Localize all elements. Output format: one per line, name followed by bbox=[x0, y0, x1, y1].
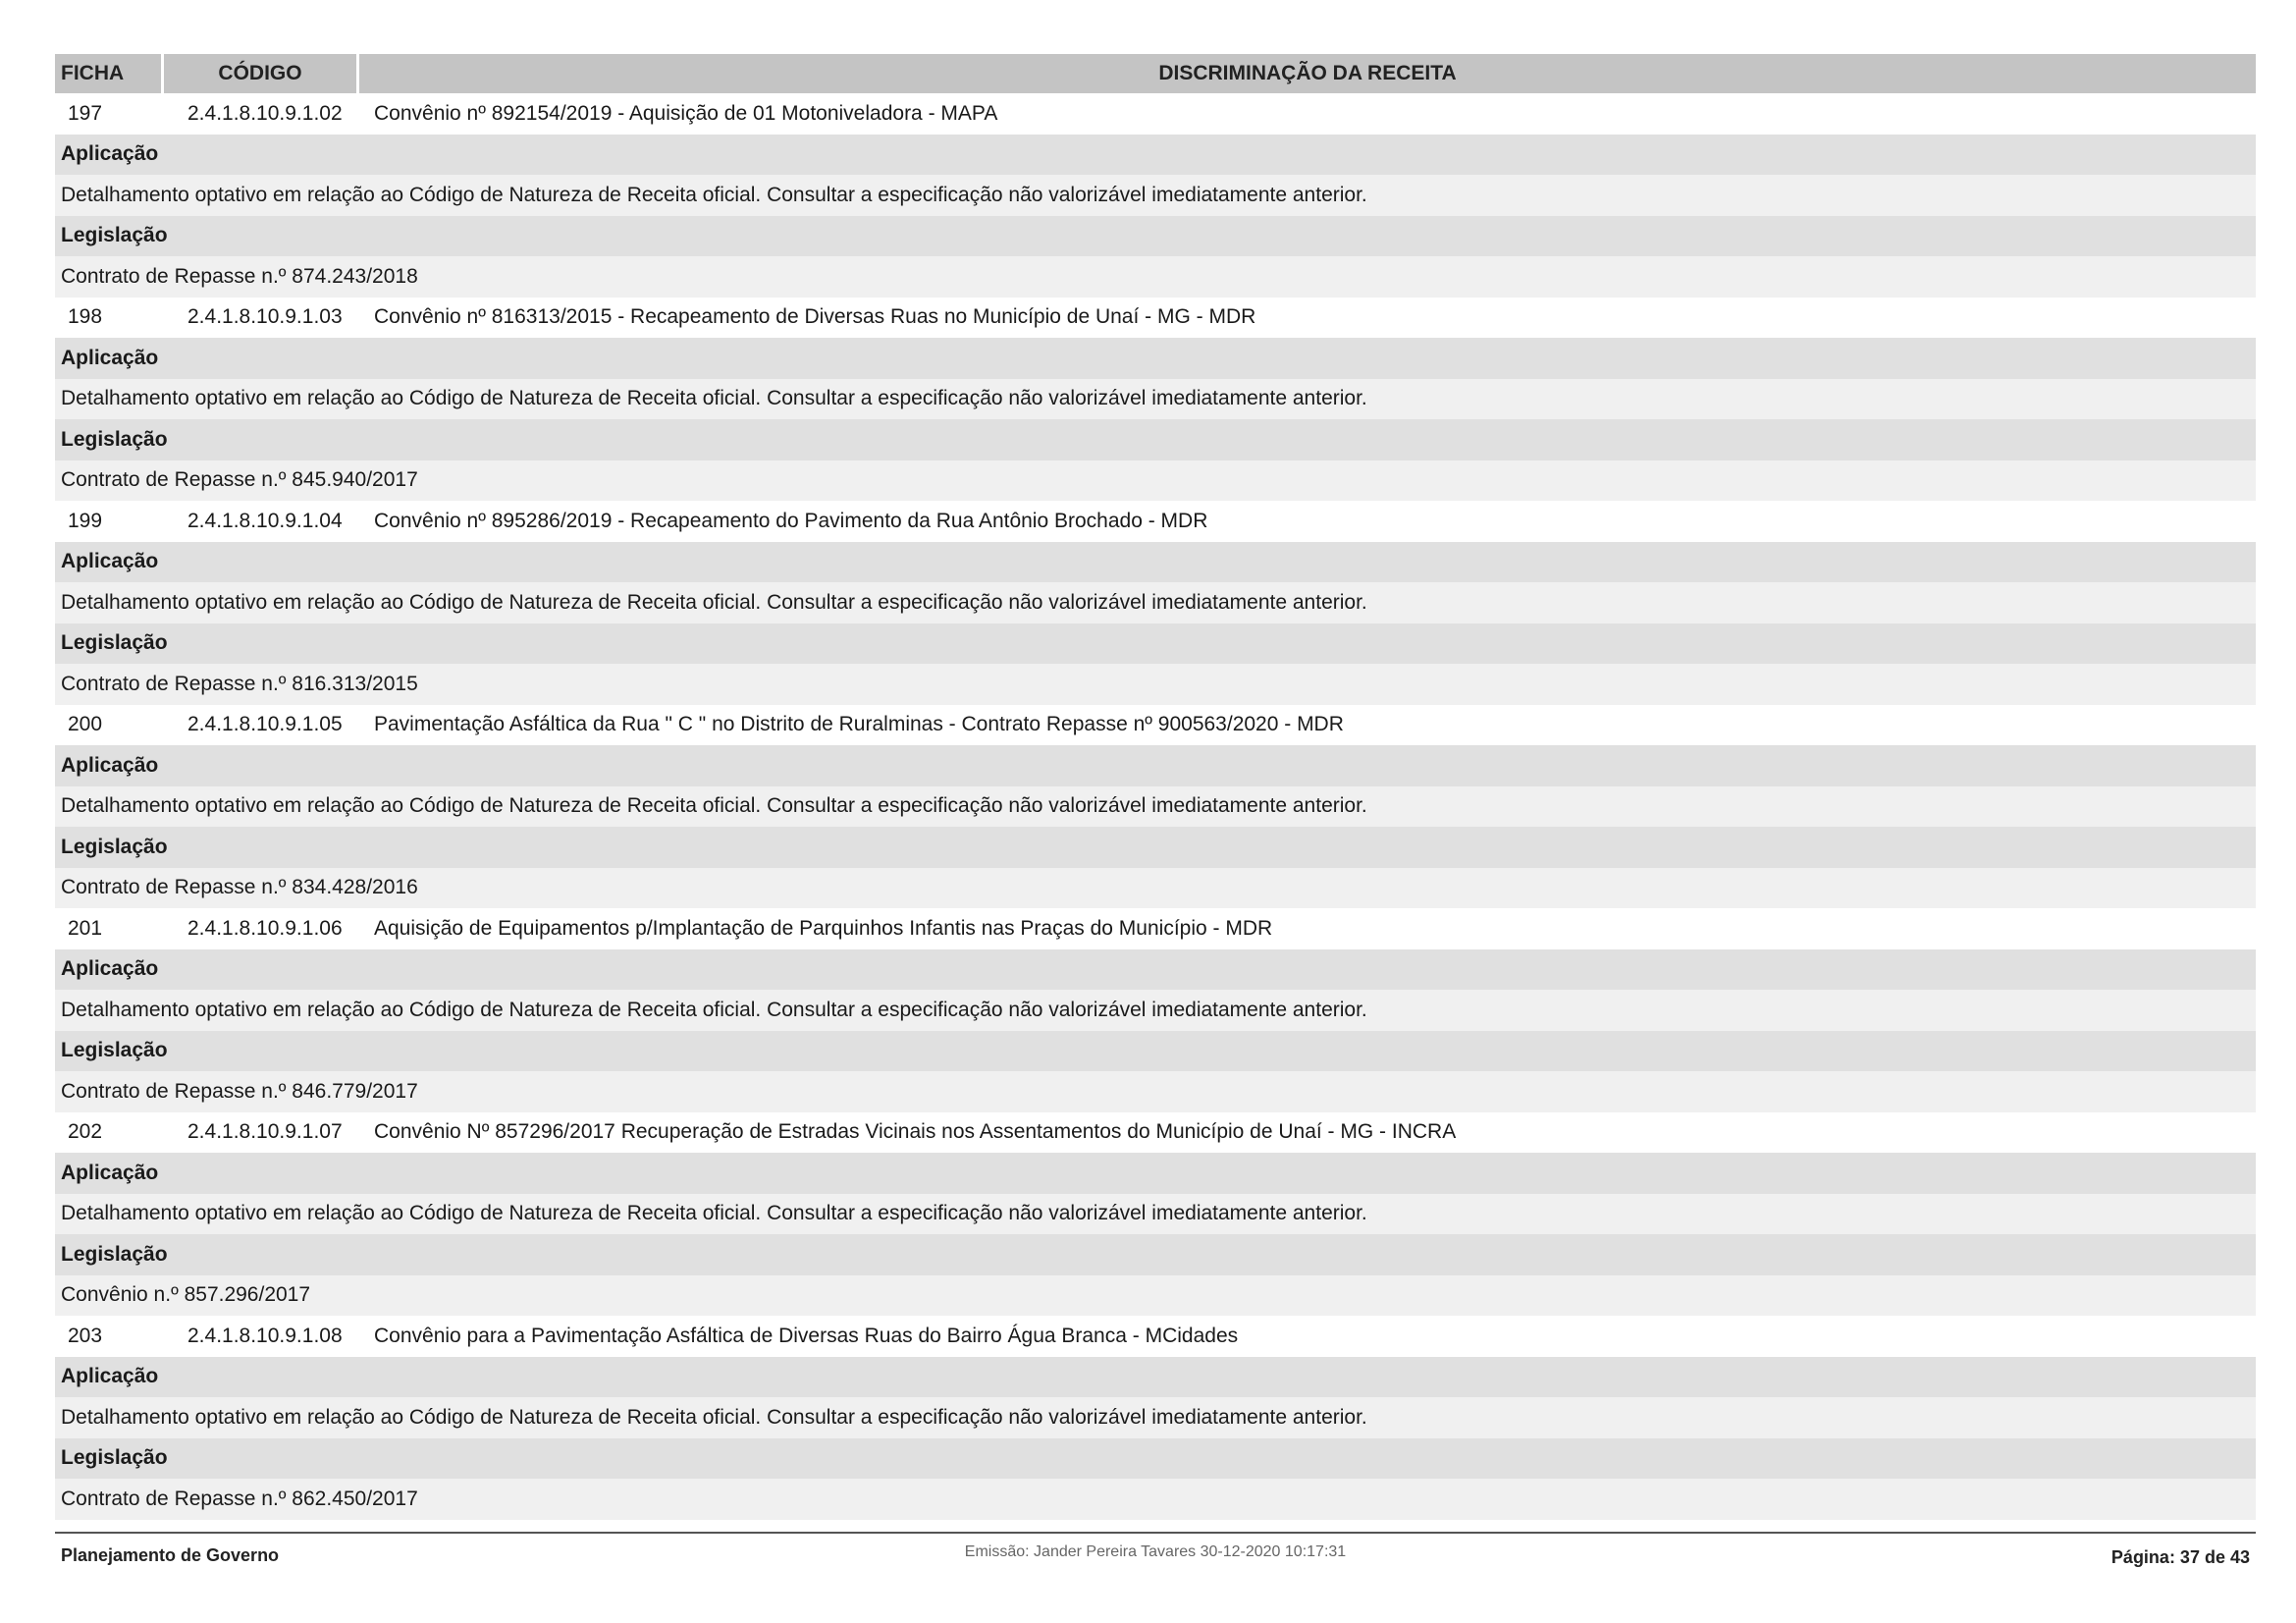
footer-emission: Emissão: Jander Pereira Tavares 30-12-2020 10:17:31 bbox=[964, 1543, 1347, 1560]
table-body bbox=[55, 93, 2256, 1520]
legislacao-label-row bbox=[55, 1234, 2256, 1275]
aplicacao-text: Detalhamento optativo em relação ao Código de Natureza de Receita oficial. Consultar a especificação não valorizável imediatamente anterior. bbox=[61, 794, 1367, 818]
item-descricao: Pavimentação Asfáltica da Rua " C " no Distrito de Ruralminas - Contrato Repasse nº 900563/2020 - MDR bbox=[374, 713, 1344, 736]
legislacao-text: Contrato de Repasse n.º 845.940/2017 bbox=[61, 468, 418, 492]
aplicacao-label: Aplicação bbox=[61, 550, 159, 573]
aplicacao-label: Aplicação bbox=[61, 957, 159, 981]
legislacao-label: Legislação bbox=[61, 835, 168, 858]
item-descricao: Convênio para a Pavimentação Asfáltica de Diversas Ruas do Bairro Água Branca - MCidades bbox=[374, 1324, 1239, 1347]
item-codigo: 2.4.1.8.10.9.1.03 bbox=[187, 305, 343, 329]
legislacao-label-row bbox=[55, 1031, 2256, 1072]
revenue-item-row bbox=[55, 908, 2256, 949]
header-discriminacao: DISCRIMINAÇÃO DA RECEITA bbox=[1158, 62, 1457, 84]
legislacao-text-row bbox=[55, 256, 2256, 298]
aplicacao-text-row bbox=[55, 990, 2256, 1031]
item-codigo: 2.4.1.8.10.9.1.06 bbox=[187, 916, 343, 940]
aplicacao-label-row bbox=[55, 542, 2256, 583]
item-ficha: 197 bbox=[68, 101, 103, 125]
item-codigo: 2.4.1.8.10.9.1.02 bbox=[187, 101, 343, 125]
aplicacao-text: Detalhamento optativo em relação ao Código de Natureza de Receita oficial. Consultar a especificação não valorizável imediatamente anterior. bbox=[61, 1202, 1367, 1225]
aplicacao-label: Aplicação bbox=[61, 1161, 159, 1184]
aplicacao-text: Detalhamento optativo em relação ao Código de Natureza de Receita oficial. Consultar a especificação não valorizável imediatamente anterior. bbox=[61, 183, 1367, 206]
revenue-item-row bbox=[55, 705, 2256, 746]
legislacao-text-row bbox=[55, 1275, 2256, 1317]
page-footer bbox=[55, 1532, 2256, 1567]
aplicacao-text: Detalhamento optativo em relação ao Código de Natureza de Receita oficial. Consultar a especificação não valorizável imediatamente anterior. bbox=[61, 1405, 1367, 1429]
item-ficha: 201 bbox=[68, 916, 103, 940]
header-ficha: FICHA bbox=[55, 54, 164, 93]
legislacao-text: Contrato de Repasse n.º 862.450/2017 bbox=[61, 1487, 418, 1510]
aplicacao-label: Aplicação bbox=[61, 753, 159, 777]
item-descricao: Aquisição de Equipamentos p/Implantação de Parquinhos Infantis nas Praças do Município - MDR bbox=[374, 916, 1273, 940]
legislacao-label: Legislação bbox=[61, 427, 168, 451]
aplicacao-text-row bbox=[55, 1194, 2256, 1235]
item-codigo: 2.4.1.8.10.9.1.07 bbox=[187, 1120, 343, 1144]
footer-department: Planejamento de Governo bbox=[61, 1545, 280, 1565]
header-codigo: CÓDIGO bbox=[164, 54, 359, 93]
item-codigo: 2.4.1.8.10.9.1.04 bbox=[187, 509, 343, 532]
aplicacao-label-row bbox=[55, 1357, 2256, 1398]
legislacao-label: Legislação bbox=[61, 1446, 168, 1470]
aplicacao-label-row bbox=[55, 1153, 2256, 1194]
legislacao-label: Legislação bbox=[61, 631, 168, 655]
aplicacao-label-row bbox=[55, 338, 2256, 379]
legislacao-text: Contrato de Repasse n.º 816.313/2015 bbox=[61, 672, 418, 695]
item-descricao: Convênio nº 892154/2019 - Aquisição de 01 Motoniveladora - MAPA bbox=[374, 101, 998, 125]
item-descricao: Convênio nº 895286/2019 - Recapeamento do Pavimento da Rua Antônio Brochado - MDR bbox=[374, 509, 1208, 532]
revenue-report-page bbox=[55, 54, 2256, 1520]
aplicacao-text-row bbox=[55, 379, 2256, 420]
legislacao-label-row bbox=[55, 419, 2256, 460]
revenue-item-row bbox=[55, 298, 2256, 339]
legislacao-label: Legislação bbox=[61, 1242, 168, 1266]
aplicacao-label-row bbox=[55, 745, 2256, 786]
footer-page-number: Página: 37 de 43 bbox=[2110, 1547, 2250, 1567]
item-ficha: 203 bbox=[68, 1324, 103, 1347]
aplicacao-text: Detalhamento optativo em relação ao Código de Natureza de Receita oficial. Consultar a especificação não valorizável imediatamente anterior. bbox=[61, 387, 1367, 410]
revenue-item-row bbox=[55, 1316, 2256, 1357]
aplicacao-text-row bbox=[55, 1397, 2256, 1438]
legislacao-text-row bbox=[55, 1071, 2256, 1112]
item-ficha: 202 bbox=[68, 1120, 103, 1144]
item-descricao: Convênio nº 816313/2015 - Recapeamento de Diversas Ruas no Município de Unaí - MG - MDR bbox=[374, 305, 1256, 329]
legislacao-label: Legislação bbox=[61, 224, 168, 247]
item-codigo: 2.4.1.8.10.9.1.05 bbox=[187, 713, 343, 736]
aplicacao-text-row bbox=[55, 582, 2256, 623]
revenue-item-row bbox=[55, 1112, 2256, 1154]
aplicacao-text-row bbox=[55, 786, 2256, 828]
aplicacao-label: Aplicação bbox=[61, 1365, 159, 1388]
aplicacao-label: Aplicação bbox=[61, 142, 159, 166]
table-header bbox=[55, 54, 2256, 93]
legislacao-text-row bbox=[55, 1479, 2256, 1520]
aplicacao-text-row bbox=[55, 175, 2256, 216]
legislacao-label-row bbox=[55, 216, 2256, 257]
revenue-item-row bbox=[55, 501, 2256, 542]
legislacao-label-row bbox=[55, 623, 2256, 665]
legislacao-label: Legislação bbox=[61, 1039, 168, 1062]
item-ficha: 199 bbox=[68, 509, 103, 532]
aplicacao-text: Detalhamento optativo em relação ao Código de Natureza de Receita oficial. Consultar a especificação não valorizável imediatamente anterior. bbox=[61, 998, 1367, 1021]
legislacao-text-row bbox=[55, 664, 2256, 705]
legislacao-text: Contrato de Repasse n.º 834.428/2016 bbox=[61, 876, 418, 899]
aplicacao-label-row bbox=[55, 949, 2256, 991]
legislacao-text-row bbox=[55, 460, 2256, 502]
legislacao-text: Contrato de Repasse n.º 874.243/2018 bbox=[61, 264, 418, 288]
item-ficha: 198 bbox=[68, 305, 103, 329]
legislacao-text: Contrato de Repasse n.º 846.779/2017 bbox=[61, 1079, 418, 1103]
revenue-item-row bbox=[55, 93, 2256, 135]
aplicacao-text: Detalhamento optativo em relação ao Código de Natureza de Receita oficial. Consultar a especificação não valorizável imediatamente anterior. bbox=[61, 590, 1367, 614]
legislacao-label-row bbox=[55, 827, 2256, 868]
item-descricao: Convênio Nº 857296/2017 Recuperação de Estradas Vicinais nos Assentamentos do Município de Unaí - MG - INCRA bbox=[374, 1120, 1457, 1144]
legislacao-label-row bbox=[55, 1438, 2256, 1480]
legislacao-text: Convênio n.º 857.296/2017 bbox=[61, 1283, 311, 1307]
aplicacao-label-row bbox=[55, 135, 2256, 176]
item-ficha: 200 bbox=[68, 713, 103, 736]
item-codigo: 2.4.1.8.10.9.1.08 bbox=[187, 1324, 343, 1347]
legislacao-text-row bbox=[55, 868, 2256, 909]
aplicacao-label: Aplicação bbox=[61, 346, 159, 369]
